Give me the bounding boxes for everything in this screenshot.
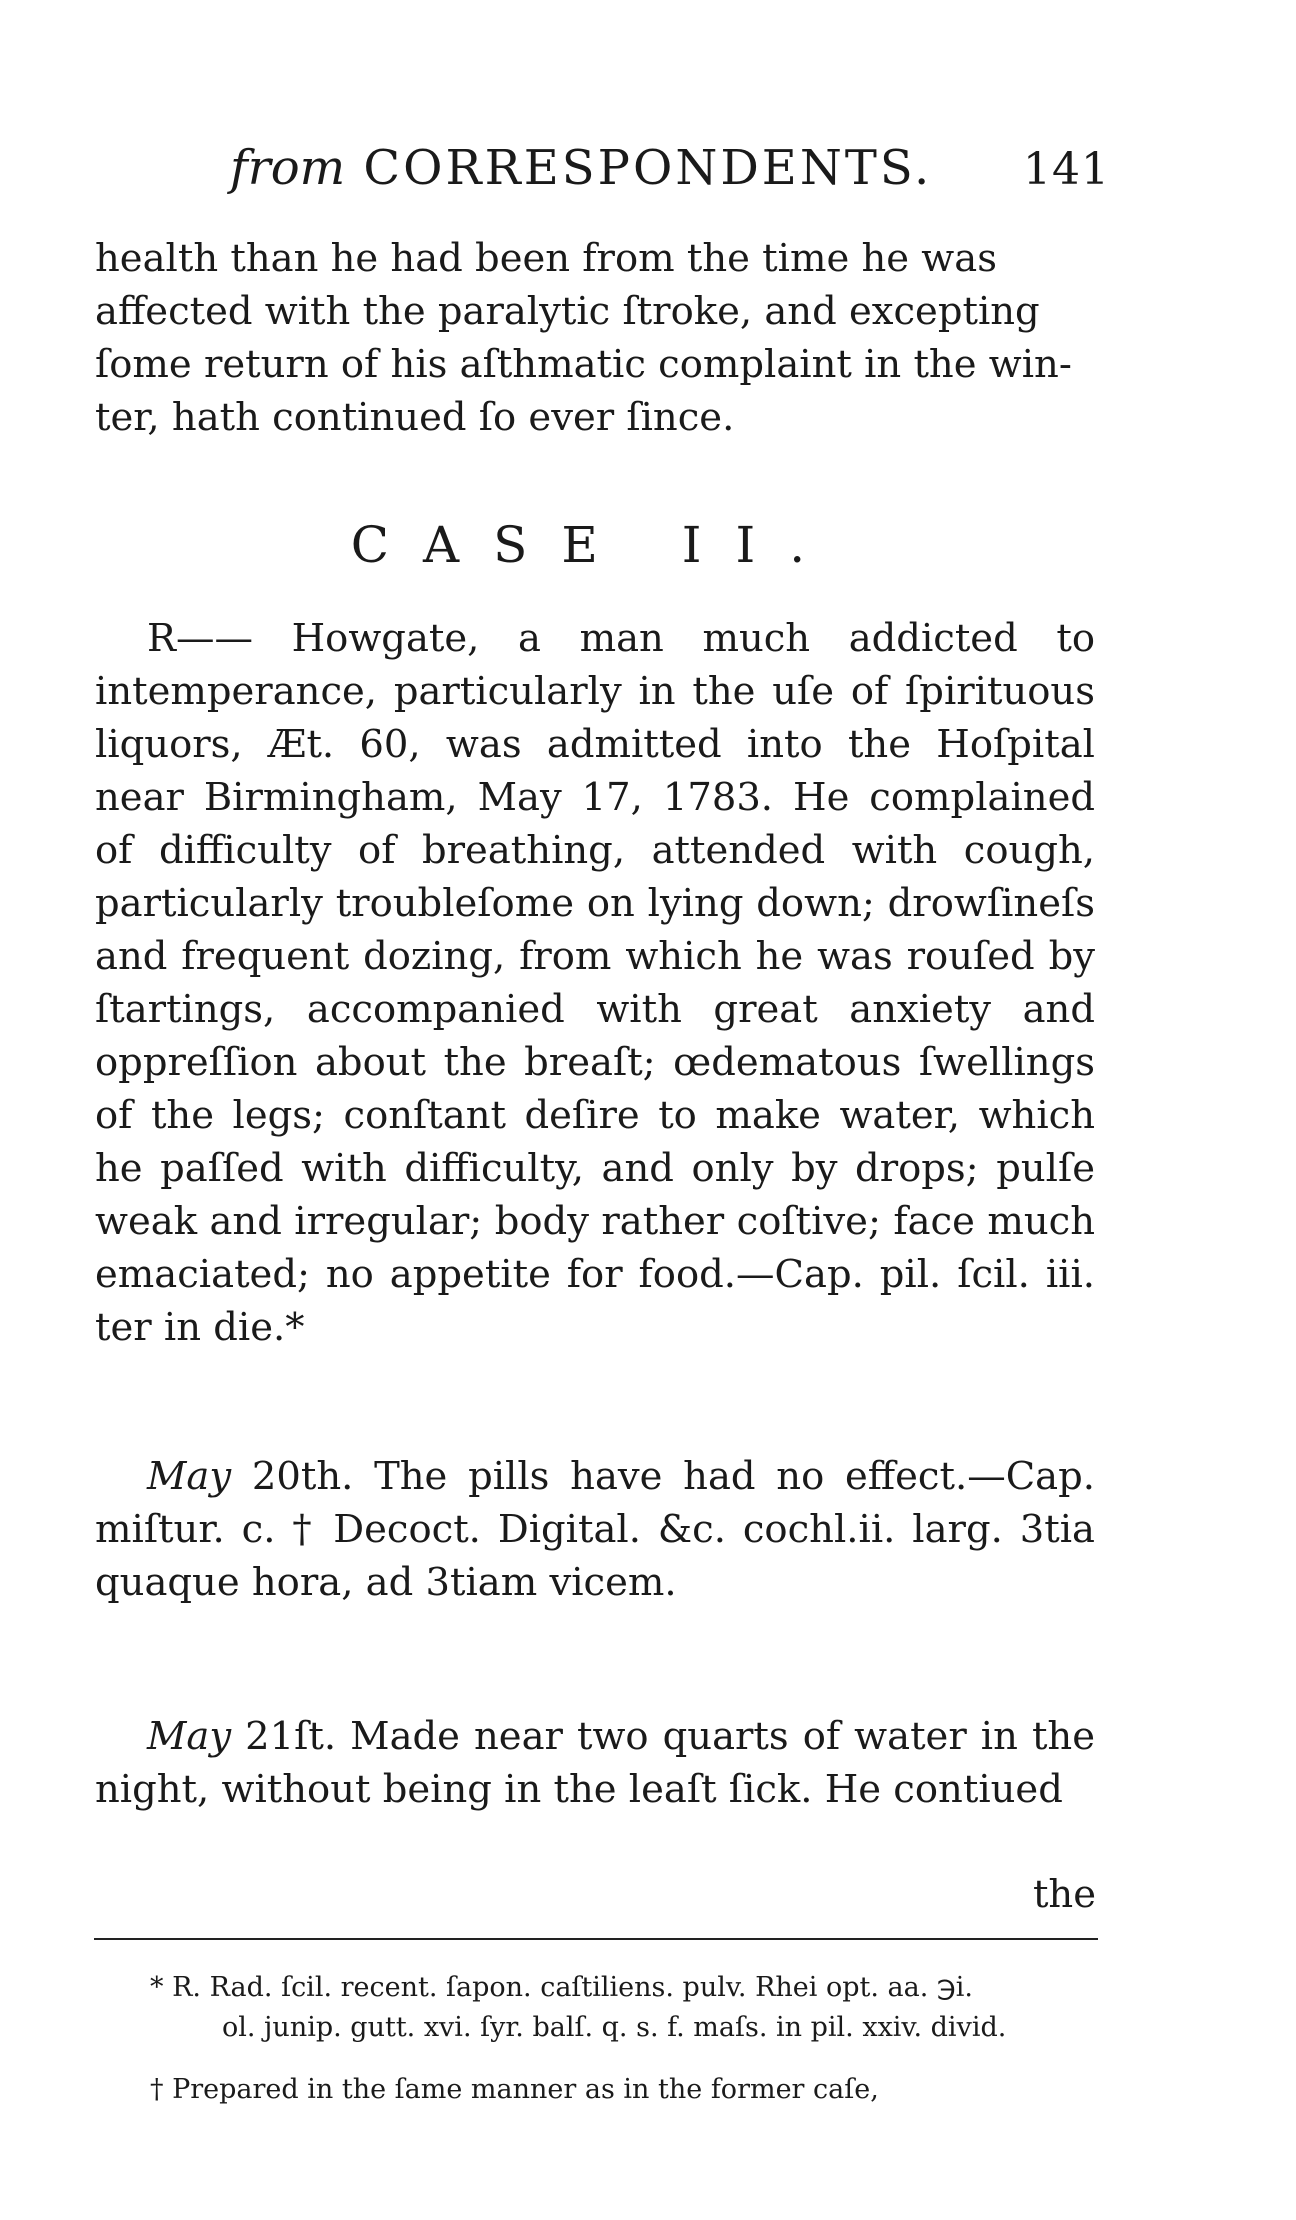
entry-body: 21ſt. Made near two quarts of water in the night, without being in the leaſt ſick. He contiued (95, 1714, 1095, 1812)
case-paragraph (95, 612, 1095, 1354)
entry-text (95, 1450, 1095, 1609)
footnote-text: Prepared in the ſame manner as in the former caſe, (163, 2074, 879, 2105)
text-line: ſome return of his aſthmatic complaint in the win- (95, 342, 1072, 387)
footnote-mark: † (150, 2074, 164, 2105)
text-line: affected with the paralytic ſtroke, and excepting (95, 289, 1040, 334)
text-line: health than he had been from the time he was (95, 236, 997, 281)
entry-text (95, 1710, 1095, 1816)
entry-may-21 (95, 1710, 1095, 1816)
footnote-text: R. Rad. ſcil. recent. ſapon. caſtiliens. pulv. Rhei opt. aa. ℈i. (163, 1972, 973, 2003)
running-head (230, 140, 1110, 200)
text-line: ter, hath continued ſo ever ſince. (95, 395, 735, 440)
footnote-mark: * (150, 1972, 164, 2003)
footnotes (150, 1968, 1095, 2132)
page-number: 141 (1023, 144, 1110, 195)
footnote-rule (94, 1938, 1098, 1940)
case-heading: CASE II. (350, 516, 840, 574)
entry-may-20 (95, 1450, 1095, 1609)
continuation-paragraph (95, 232, 1095, 444)
footnote-2 (150, 2070, 1095, 2110)
running-head-from: from (230, 140, 346, 196)
entry-date: May (147, 1714, 232, 1759)
entry-date: May (147, 1454, 232, 1499)
catchword: the (1032, 1872, 1096, 1917)
case-text: R—— Howgate, a man much addicted to intemperance, particularly in the uſe of ſpirituous liquors, Æt. 60, was admitted into the Hoſpital near Birmingham, May 17, 1783. He complained of difficulty of breathing, attended with cough, particularly troubleſome on lying down; drowſineſs and frequent dozing, from which he was rouſed by ſtartings, accompanied with great anxiety and oppreſſion about the breaſt; œdematous ſwellings of the legs; conſtant deſire to make water, which he paſſed with difficulty, and only by drops; pulſe weak and irregular; body rather coſtive; face much emaciated; no appetite for food.—Cap. pil. ſcil. iii. ter in die.* (95, 616, 1095, 1350)
footnote-1 (150, 1968, 1095, 2048)
running-head-title: CORRESPONDENTS. (363, 140, 933, 196)
entry-body: 20th. The pills have had no effect.—Cap. miſtur. c. † Decoct. Digital. &c. cochl.ii. larg. 3tia quaque hora, ad 3tiam vicem. (95, 1454, 1095, 1605)
footnote-text-continued: ol. junip. gutt. xvi. ſyr. balſ. q. s. f. maſs. in pil. xxiv. divid. (222, 2012, 1007, 2043)
